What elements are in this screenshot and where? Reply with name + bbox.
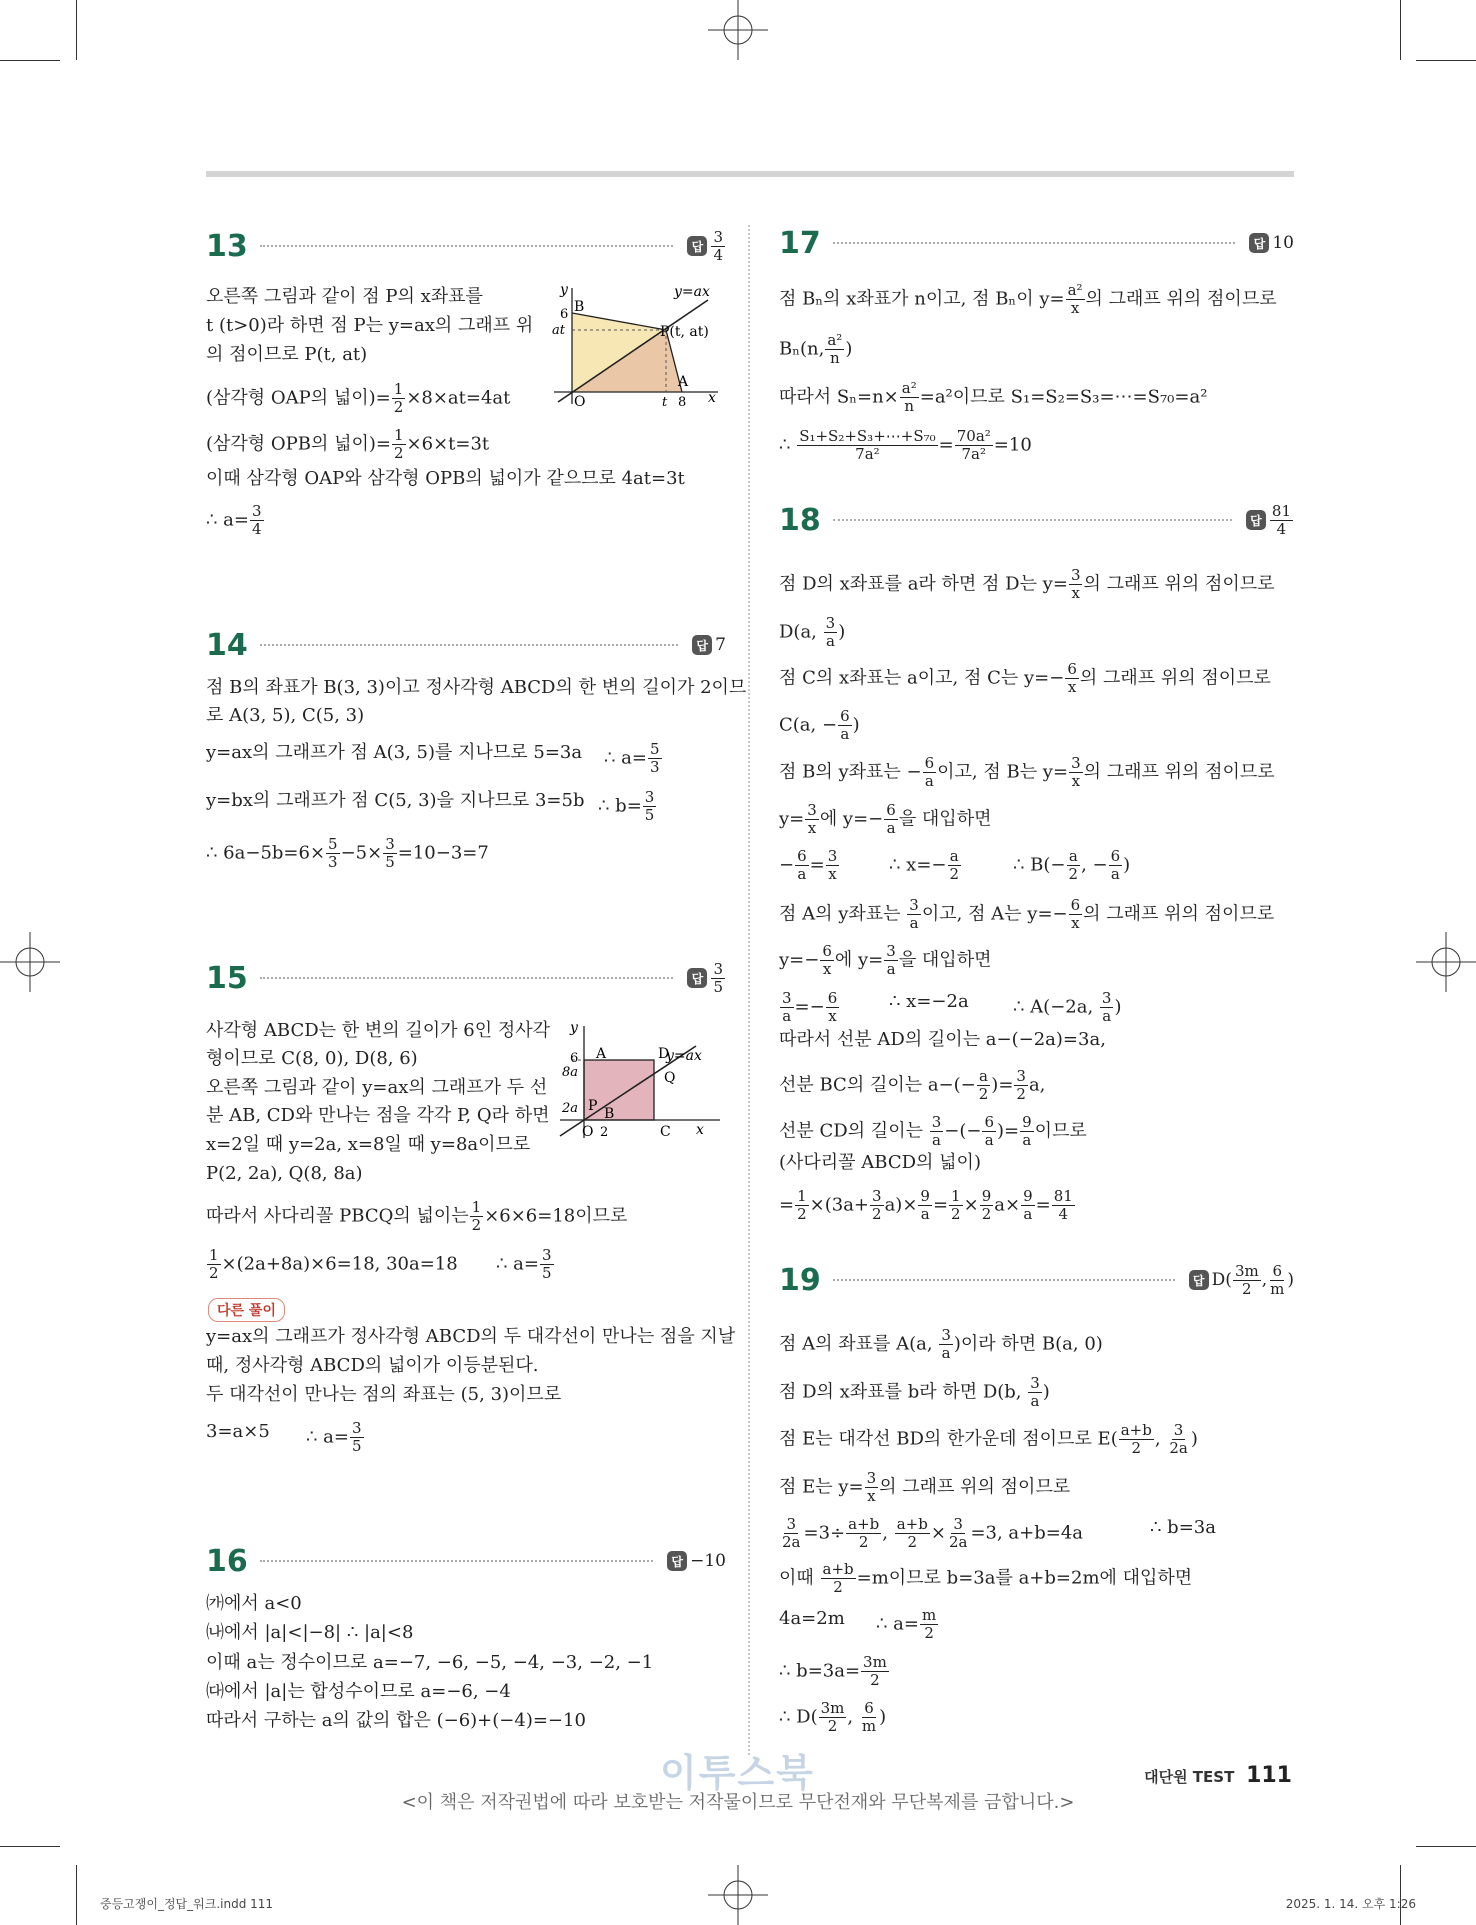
text-line: 사각형 ABCD는 한 변의 길이가 6인 정사각 <box>206 1020 550 1041</box>
calc-line: 점 B의 y좌표는 − $\frac{6}{a}$ 이고, 점 B는 y= $\frac{3}{x}$ 의 그래프 위의 점이므로 <box>779 754 1275 790</box>
calc-result: ∴ a= $\frac{5}{3}$ <box>604 740 660 776</box>
question-number: 17 <box>779 225 821 261</box>
calc-line: 3=a×5 <box>206 1421 270 1442</box>
point-label: B <box>574 299 585 315</box>
answer-badge: 답 $\frac{3}{5}$ <box>687 961 726 996</box>
axis-label: x <box>708 390 716 406</box>
print-date: 2025. 1. 14. 오후 1:26 <box>1285 1897 1416 1911</box>
point-label: P(t, at) <box>660 324 709 340</box>
line-label: y=ax <box>666 1048 702 1064</box>
calc-line: 점 A의 y좌표는 $\frac{3}{a}$ 이고, 점 A는 y=− $\frac{6}{x}$ 의 그래프 위의 점이므로 <box>779 896 1275 932</box>
calc-line: 따라서 Sₙ=n× $\frac{\text{a²}}{n}$ =a²이므로 S₁=S₂=S₃=⋯=S₇₀=a² <box>779 379 1208 415</box>
point-label: B <box>604 1106 615 1122</box>
answer-badge: 답 7 <box>692 635 726 655</box>
calc-result: ∴ A(−2a, $\frac{3}{a}$ ) <box>1013 989 1122 1025</box>
calc-line: 점 E는 y= $\frac{3}{x}$ 의 그래프 위의 점이므로 <box>779 1469 1071 1505</box>
text-line: 따라서 선분 AD의 길이는 a−(−2a)=3a, <box>779 1029 1106 1050</box>
tick-label: 6 <box>560 307 569 322</box>
figure-q15-graph <box>556 1018 726 1148</box>
tick-label: 6 <box>570 1051 579 1066</box>
calc-line: 이때 $\frac{a+b}{2}$ =m이므로 b=3a를 a+b=2m에 대입하면 <box>779 1560 1193 1596</box>
axis-label: x <box>696 1122 704 1138</box>
tick-label: 8a <box>562 1065 579 1080</box>
crop-mark <box>1416 1846 1476 1847</box>
publisher-watermark: 이투스북 <box>660 1751 815 1795</box>
question-number: 15 <box>206 960 248 996</box>
question-number: 19 <box>779 1262 821 1298</box>
calc-line: = $\frac{1}{2}$ ×(3a+ $\frac{3}{2}$ a)× $\frac{9}{a}$ = $\frac{1}{2}$ × $\frac{9}{2}$ a× $\frac{9}{a}$ = $\frac{81}{4}$ <box>779 1187 1073 1223</box>
text-line: 분 AB, CD와 만나는 점을 각각 P, Q라 하면 <box>206 1105 550 1126</box>
question-number: 14 <box>206 627 248 663</box>
calc-line: 따라서 사다리꼴 PBCQ의 넓이는 $\frac{1}{2}$ ×6×6=18이므로 <box>206 1198 628 1234</box>
calc-line: 점 C의 x좌표는 a이고, 점 C는 y=− $\frac{6}{x}$ 의 그래프 위의 점이므로 <box>779 660 1271 696</box>
text-line: 이때 a는 정수이므로 a=−7, −6, −5, −4, −3, −2, −1 <box>206 1652 654 1673</box>
page-number-block <box>1144 1763 1292 1788</box>
question-13 <box>206 226 726 266</box>
question-16 <box>206 1541 726 1581</box>
crop-mark <box>76 0 77 60</box>
answer-badge: 답 10 <box>1249 233 1294 253</box>
question-19 <box>779 1260 1294 1300</box>
text-line: 형이므로 C(8, 0), D(8, 6) <box>206 1048 418 1069</box>
registration-mark <box>708 1865 768 1925</box>
crop-mark <box>1416 60 1476 61</box>
question-15 <box>206 958 726 998</box>
question-18 <box>779 500 1294 540</box>
point-label: A <box>596 1046 607 1062</box>
point-label: A <box>678 374 689 390</box>
tick-label: at <box>552 323 565 338</box>
point-label: P <box>588 1098 598 1114</box>
conclusion: ∴ 6a−5b=6× $\frac{5}{3}$ −5× $\frac{3}{5}$ =10−3=7 <box>206 835 489 871</box>
text-line: 오른쪽 그림과 같이 점 P의 x좌표를 <box>206 286 483 307</box>
tick-label: 8 <box>678 395 687 410</box>
question-17 <box>779 223 1294 263</box>
calc-line: 선분 BC의 길이는 a−(− $\frac{a}{2}$ )= $\frac{3}{2}$ a, <box>779 1067 1046 1103</box>
text-line: (사다리꼴 ABCD의 넓이) <box>779 1152 981 1173</box>
point-label: Q <box>664 1070 676 1086</box>
calc-line: y=ax의 그래프가 점 A(3, 5)를 지나므로 5=3a <box>206 742 583 763</box>
answer-badge: 답 $\frac{3}{4}$ <box>687 229 726 264</box>
area-opb: (삼각형 OPB의 넓이)= $\frac{1}{2}$ ×6×t=3t <box>206 426 490 462</box>
calc-line: y=− $\frac{6}{x}$ 에 y= $\frac{3}{a}$ 을 대입하면 <box>779 942 992 978</box>
crop-mark <box>0 60 60 61</box>
question-number: 13 <box>206 228 248 264</box>
text-line: ㈏에서 |a|<|−8| ∴ |a|<8 <box>206 1622 414 1643</box>
text-line: 두 대각선이 만나는 점의 좌표는 (5, 3)이므로 <box>206 1384 562 1405</box>
text-line: t (t>0)라 하면 점 P는 y=ax의 그래프 위 <box>206 315 534 336</box>
text-line: 때, 정사각형 ABCD의 넓이가 이등분된다. <box>206 1355 539 1376</box>
axis-label: y <box>560 282 568 298</box>
registration-mark <box>708 0 768 60</box>
calc-line: 점 D의 x좌표를 a라 하면 점 D는 y= $\frac{3}{x}$ 의 그래프 위의 점이므로 <box>779 566 1275 602</box>
point-label: O <box>582 1124 594 1140</box>
section-label: 대단원 TEST <box>1144 1768 1235 1786</box>
text-line: 따라서 구하는 a의 값의 합은 (−6)+(−4)=−10 <box>206 1710 586 1731</box>
calc-result: ∴ a= $\frac{m}{2}$ <box>876 1606 937 1642</box>
calc-line: ∴ $\frac{\text{S₁+S₂+S₃+⋯+S₇₀}}{\text{7a²}}$ = $\frac{\text{70a²}}{\text{7a²}}$ =10 <box>779 427 1032 463</box>
alt-solution-tag: 다른 풀이 <box>208 1298 285 1322</box>
answer-badge: 답 −10 <box>667 1551 726 1571</box>
text-line: 로 A(3, 5), C(5, 3) <box>206 705 365 726</box>
text-line: 이때 삼각형 OAP와 삼각형 OPB의 넓이가 같으므로 4at=3t <box>206 468 685 489</box>
calc-line: − $\frac{6}{a}$ = $\frac{3}{x}$ <box>779 847 838 883</box>
registration-mark <box>1416 932 1476 992</box>
figure-q13-graph <box>548 280 724 412</box>
area-oap: (삼각형 OAP의 넓이)= $\frac{1}{2}$ ×8×at=4at <box>206 380 511 416</box>
calc-result: ∴ a= $\frac{3}{5}$ <box>496 1246 552 1282</box>
answer-badge: 답 $\frac{81}{4}$ <box>1246 503 1294 538</box>
file-slug: 중등고쟁이_정답_워크.indd 111 <box>100 1897 274 1911</box>
point-label: C <box>660 1124 671 1140</box>
text-line: x=2일 때 y=2a, x=8일 때 y=8a이므로 <box>206 1134 531 1155</box>
crop-mark <box>76 1865 77 1925</box>
tick-label: 2a <box>562 1101 579 1116</box>
point-label: D <box>658 1046 670 1062</box>
calc-line: $\frac{1}{2}$ ×(2a+8a)×6=18, 30a=18 <box>209 1246 458 1282</box>
calc-result: ∴ x=−2a <box>889 991 969 1012</box>
calc-line: 4a=2m <box>779 1608 845 1629</box>
page-number: 111 <box>1246 1763 1292 1788</box>
calc-result: ∴ a= $\frac{3}{5}$ <box>306 1419 362 1455</box>
calc-line: 선분 CD의 길이는 $\frac{3}{a}$ −(− $\frac{6}{a}$ )= $\frac{9}{a}$ 이므로 <box>779 1113 1087 1149</box>
calc-line: 점 E는 대각선 BD의 한가운데 점이므로 E( $\frac{a+b}{2}$ , $\frac{3}{2a}$ ) <box>779 1421 1198 1457</box>
calc-line: y=bx의 그래프가 점 C(5, 3)을 지나므로 3=5b <box>206 790 585 811</box>
axis-label: y <box>570 1020 578 1036</box>
calc-result: ∴ B(− $\frac{a}{2}$ , − $\frac{6}{a}$ ) <box>1013 847 1131 883</box>
calc-line: 점 Bₙ의 x좌표가 n이고, 점 Bₙ이 y= $\frac{\text{a²}}{x}$ 의 그래프 위의 점이므로 <box>779 281 1277 317</box>
tick-label: 2 <box>600 1125 609 1140</box>
crop-mark <box>1400 0 1401 60</box>
point-label: O <box>574 394 586 410</box>
calc-result: ∴ x=− $\frac{a}{2}$ <box>889 847 960 883</box>
text-line: ㈎에서 a<0 <box>206 1593 302 1614</box>
calc-result: ∴ b=3a <box>1150 1517 1216 1538</box>
answer-badge: 답 D( $\frac{3m}{2}$ , $\frac{6}{m}$ ) <box>1189 1263 1294 1298</box>
calc-line: C(a, − $\frac{6}{a}$ ) <box>779 707 860 743</box>
text-line: y=ax의 그래프가 정사각형 ABCD의 두 대각선이 만나는 점을 지날 <box>206 1326 736 1347</box>
copyright-notice: <이 책은 저작권법에 따라 보호받는 저작물이므로 무단전재와 무단복제를 금합니다.> <box>401 1792 1075 1813</box>
calc-line: $\frac{3}{2a}$ =3÷ $\frac{a+b}{2}$ , $\frac{a+b}{2}$ × $\frac{3}{2a}$ =3, a+b=4a <box>782 1515 1084 1551</box>
calc-line: 점 A의 좌표를 A(a, $\frac{3}{a}$ )이라 하면 B(a, 0) <box>779 1326 1103 1362</box>
calc-line: $\frac{3}{a}$ =− $\frac{6}{x}$ <box>782 989 838 1025</box>
question-number: 18 <box>779 502 821 538</box>
question-number: 16 <box>206 1543 248 1579</box>
calc-line: ∴ b=3a= $\frac{3m}{2}$ <box>779 1653 887 1689</box>
question-14 <box>206 625 726 665</box>
calc-line: D(a, $\frac{3}{a}$ ) <box>779 614 846 650</box>
text-line: 오른쪽 그림과 같이 y=ax의 그래프가 두 선 <box>206 1077 548 1098</box>
line-label: y=ax <box>674 284 710 300</box>
calc-result: ∴ b= $\frac{3}{5}$ <box>598 788 655 824</box>
text-line: ㈐에서 |a|는 합성수이므로 a=−6, −4 <box>206 1681 511 1702</box>
text-line: P(2, 2a), Q(8, 8a) <box>206 1163 363 1184</box>
calc-line: y= $\frac{3}{x}$ 에 y=− $\frac{6}{a}$ 을 대입하면 <box>779 801 992 837</box>
registration-mark <box>0 932 60 992</box>
tick-label: t <box>662 395 668 410</box>
calc-line: Bₙ(n, $\frac{\text{a²}}{n}$ ) <box>779 331 853 367</box>
text-line: 의 점이므로 P(t, at) <box>206 344 368 365</box>
conclusion: ∴ a= $\frac{3}{4}$ <box>206 502 262 538</box>
calc-line: 점 D의 x좌표를 b라 하면 D(b, $\frac{3}{a}$ ) <box>779 1374 1050 1410</box>
crop-mark <box>0 1846 60 1847</box>
conclusion: ∴ D( $\frac{3m}{2}$ , $\frac{6}{m}$ ) <box>779 1699 887 1735</box>
text-line: 점 B의 좌표가 B(3, 3)이고 정사각형 ABCD의 한 변의 길이가 2이므 <box>206 677 747 698</box>
header-rule <box>206 171 1294 177</box>
column-divider <box>748 225 750 1755</box>
